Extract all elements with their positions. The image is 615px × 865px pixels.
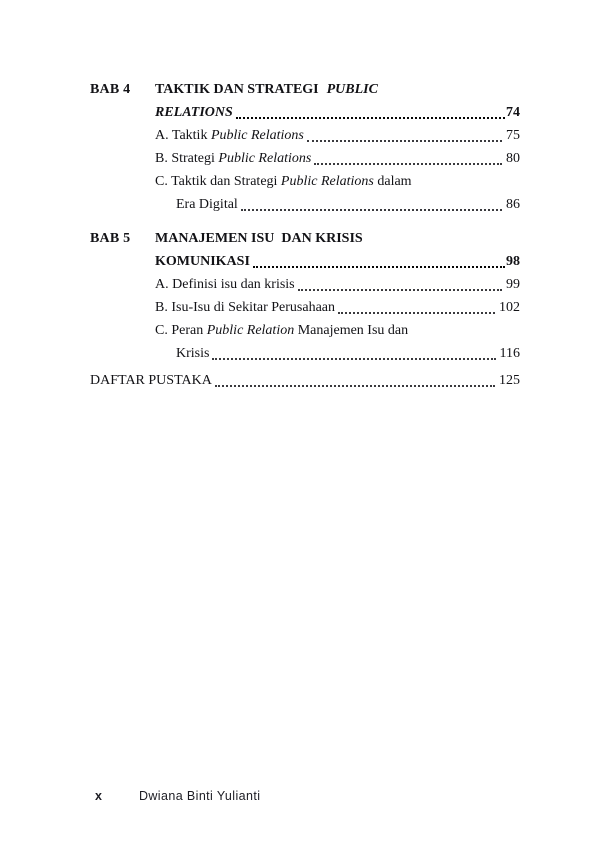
toc-item-bab5-a [155, 273, 520, 296]
page-footer [95, 789, 260, 804]
toc-item-page-number: 86 [506, 197, 520, 212]
toc-item-text: C. Peran Public Relation Manajemen Isu dan [155, 323, 409, 338]
chapter-bab4-body [155, 78, 520, 216]
dot-leader [241, 209, 502, 211]
dot-leader [298, 289, 502, 291]
toc-item-bab4-a [155, 124, 520, 147]
chapter-bab4-page-number: 74 [506, 105, 520, 120]
dot-leader [338, 312, 495, 314]
toc-item-page-number: 102 [499, 300, 520, 315]
bibliography-page-number: 125 [499, 373, 520, 388]
toc-item-bab5-c-line1 [155, 319, 520, 342]
chapter-bab5-page-number: 98 [506, 254, 520, 269]
dot-leader [307, 140, 502, 142]
toc-item-bab5-c-line2 [155, 342, 520, 365]
toc-item-page-number: 75 [506, 128, 520, 143]
chapter-bab5-label: BAB 5 [90, 231, 131, 246]
chapter-bab4-title-line1 [155, 78, 520, 101]
chapter-bab4-title-italic: PUBLIC [326, 82, 378, 97]
dot-leader [253, 266, 505, 268]
toc-item-text: B. Isu-Isu di Sekitar Perusahaan [155, 300, 336, 315]
toc-item-text: B. Strategi Public Relations [155, 151, 312, 166]
chapter-bab4 [90, 78, 520, 216]
toc-item-text: A. Taktik Public Relations [155, 128, 304, 143]
toc-item-bab4-c-line2 [155, 193, 520, 216]
toc-item-page-number: 99 [506, 277, 520, 292]
chapter-bab5-title-line2 [155, 250, 520, 273]
dot-leader [314, 163, 502, 165]
toc-item-text: C. Taktik dan Strategi Public Relations dalam [155, 174, 412, 189]
toc-content [90, 78, 520, 392]
toc-item-page-number: 116 [499, 346, 520, 361]
chapter-bab4-title-line2-text: RELATIONS [155, 105, 233, 120]
toc-item-daftar-pustaka [90, 369, 520, 392]
chapter-bab4-label: BAB 4 [90, 82, 131, 97]
dot-leader [215, 385, 495, 387]
footer-page-number: x [95, 789, 102, 803]
bibliography-label: DAFTAR PUSTAKA [90, 373, 212, 388]
toc-item-text: A. Definisi isu dan krisis [155, 277, 295, 292]
chapter-bab5-title-main: MANAJEMEN ISU DAN KRISIS [155, 231, 363, 246]
dot-leader [212, 358, 495, 360]
toc-item-bab4-c-line1 [155, 170, 520, 193]
dot-leader [236, 117, 505, 119]
footer-running-title: Dwiana Binti Yulianti [138, 789, 261, 803]
chapter-bab5-title-line1 [155, 227, 520, 250]
chapter-bab5-body [155, 227, 520, 365]
toc-item-bab5-b [155, 296, 520, 319]
chapter-bab5-title-line2-text: KOMUNIKASI [155, 254, 250, 269]
toc-item-page-number: 80 [506, 151, 520, 166]
chapter-bab5 [90, 227, 520, 365]
toc-item-bab4-b [155, 147, 520, 170]
chapter-bab4-title-main: TAKTIK DAN STRATEGI [155, 82, 319, 97]
toc-item-text: Era Digital [176, 197, 238, 212]
chapter-bab4-title-line2 [155, 101, 520, 124]
toc-item-text: Krisis [176, 346, 210, 361]
